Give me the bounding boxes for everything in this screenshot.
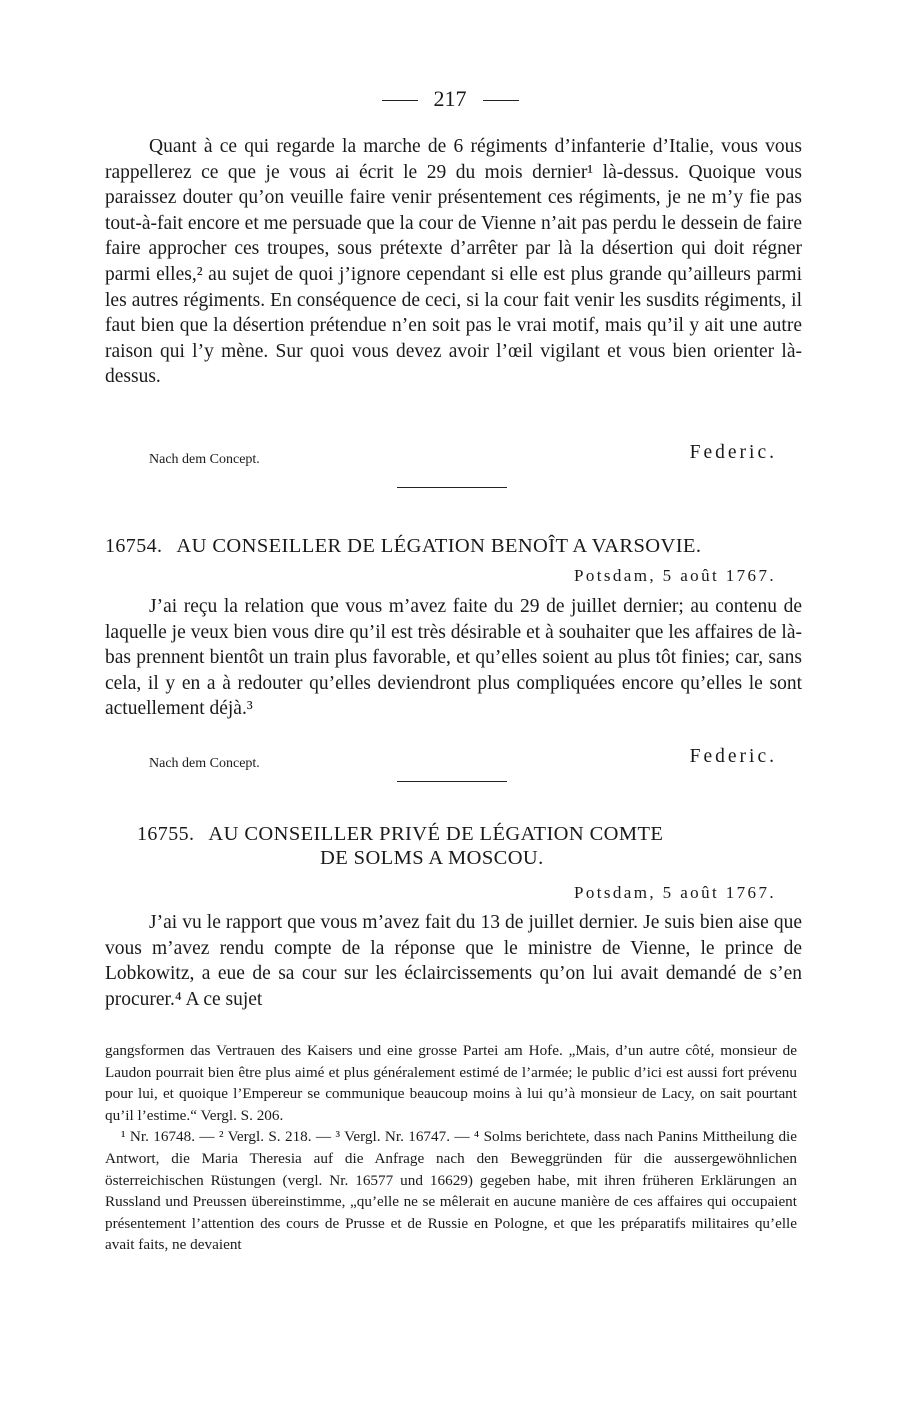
letter-16754-heading xyxy=(105,535,802,558)
letter-16754-text: J’ai reçu la relation que vous m’avez faite du 29 de juillet dernier; au contenu de laquelle je veux bien vous dire qu’il est très désirable et à souhaiter que les affaires de là-bas prennent bientôt un train plus favorable, et qu’elles soient au plus tôt finies; car, sans cela, il y en a à redouter qu’elles deviendront plus compliquées encore qu’elles le sont actuellement déjà.³ xyxy=(105,596,802,720)
letter-16755-body xyxy=(105,910,802,1012)
source-note: Nach dem Concept. xyxy=(149,756,260,771)
letter-title-line2: DE SOLMS A MOSCOU. xyxy=(320,847,544,869)
letter-16755-text: J’ai vu le rapport que vous m’avez fait du 13 de juillet dernier. Je suis bien aise que vous m’avez rendu compte de la réponse que le ministre de Vienne, le prince de Lobkowitz, a eue de sa cour sur les éclaircissements qu’on lui avait demandé de s’en procurer.⁴ A ce sujet xyxy=(105,912,802,1010)
header-dash-left xyxy=(382,100,418,101)
letter-16754-body xyxy=(105,594,802,722)
note-continuation: gangsformen das Vertrauen des Kaisers und eine grosse Partei am Hofe. „Mais, d’un autre côté, monsieur de Laudon pourrait bien être plus aimé et plus généralement estimé de l’armée; le public d’ici est aussi fort prévenu pour lui, et quoique l’Empereur se communique beaucoup moins à lui qu’à monsieur de Lacy, on sait pourtant qu’il l’estime.“ Vergl. S. 206. xyxy=(105,1042,797,1124)
header-dash-right xyxy=(483,100,519,101)
footnotes-area xyxy=(105,1040,797,1256)
section-divider xyxy=(397,781,507,782)
source-note: Nach dem Concept. xyxy=(149,452,260,467)
letter-16754-place-date: Potsdam, 5 août 1767. xyxy=(574,566,776,585)
letter-prev-body xyxy=(105,134,802,390)
signature: Federic. xyxy=(689,442,777,463)
footnotes: ¹ Nr. 16748. — ² Vergl. S. 218. — ³ Vergl. Nr. 16747. — ⁴ Solms berichtete, dass nach Panins Mittheilung die Antwort, die Maria Theresia auf die Anfrage nach den Beweggründen für die aussergewöhnlichen österreichischen Rüstungen (vergl. Nr. 16577 und 16629) gegeben habe, mit ihren früheren Erklärungen an Russland und Preussen übereinstimme, „qu’elle ne se mêlerait en aucune manière de ces affaires qui occupaient présentement l’attention des cours de Prusse et de Russie en Pologne, et que les préparatifs militaires qu’elle avait faits, ne devaient xyxy=(105,1128,797,1254)
letter-number: 16755. xyxy=(137,823,195,845)
letter-16755-place-date: Potsdam, 5 août 1767. xyxy=(574,883,776,902)
signature: Federic. xyxy=(689,746,777,767)
letter-16755-heading xyxy=(105,823,802,870)
letter-prev-text: Quant à ce qui regarde la marche de 6 régiments d’infanterie d’Italie, vous vous rappellerez ce que je vous ai écrit le 29 du mois dernier¹ là-dessus. Quoique vous paraissez douter qu’on veuille faire venir présentement ces régiments, je ne m’y fie pas tout-à-fait encore et me persuade que la cour de Vienne n’ait pas perdu le dessein de faire faire approcher ces troupes, sous prétexte d’arrêter par là la désertion qui doit régner parmi elles,² au sujet de quoi j’ignore cependant si elle est plus grande qu’ailleurs parmi les autres régiments. En conséquence de ceci, si la cour fait venir les susdits régiments, il faut bien que la désertion prétendue n’en soit pas le vrai motif, mais qu’il y ait une autre raison qui l’y mène. Sur quoi vous devez avoir l’œil vigilant et vous bien orienter là-dessus. xyxy=(105,136,802,388)
letter-title-line1: AU CONSEILLER PRIVÉ DE LÉGATION COMTE xyxy=(208,823,664,845)
page-number: 217 xyxy=(433,86,467,111)
letter-title: AU CONSEILLER DE LÉGATION BENOÎT A VARSOVIE. xyxy=(176,535,702,557)
letter-number: 16754. xyxy=(105,535,163,557)
section-divider xyxy=(397,487,507,488)
page-header xyxy=(0,86,900,112)
